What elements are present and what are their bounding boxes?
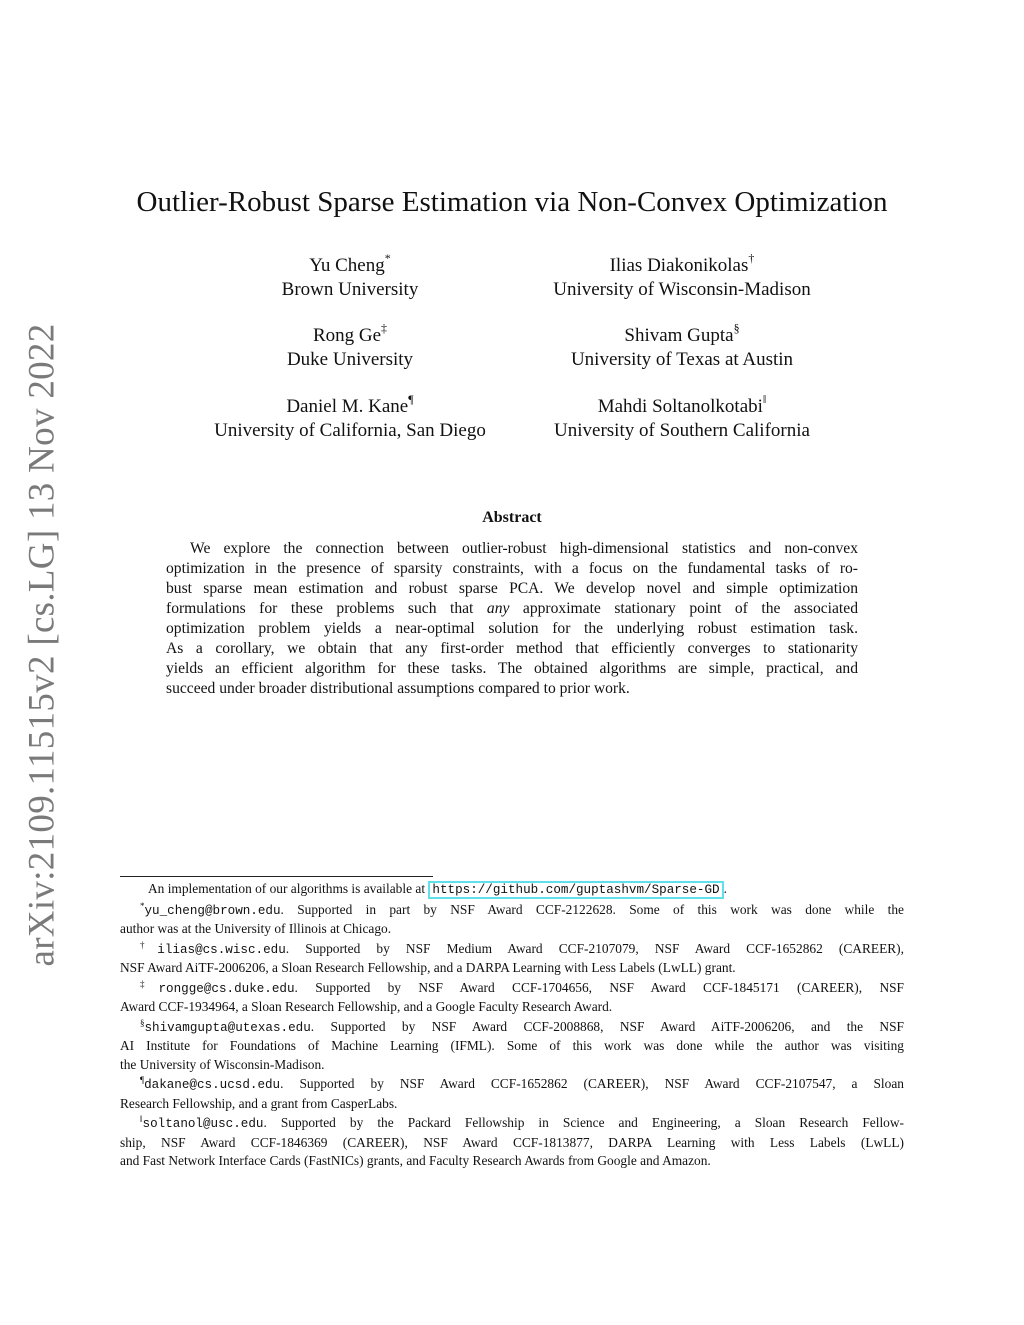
author-affiliation: Duke University — [286, 349, 414, 370]
footnote-line: AI Institute for Foundations of Machine Learning (IFML). Some of this work was done while the author was visiting — [120, 1038, 904, 1053]
footnote-rule — [120, 876, 433, 877]
footnote-mark: § — [140, 1017, 145, 1028]
footnote-line: author was at the University of Illinois at Chicago. — [120, 921, 392, 936]
author-mark: ‡ — [381, 320, 388, 335]
email-link[interactable]: ilias@cs.wisc.edu — [157, 942, 286, 957]
email-link[interactable]: dakane@cs.ucsd.edu — [144, 1078, 281, 1092]
footnote-line: the University of Wisconsin-Madison. — [120, 1056, 325, 1072]
abstract-line: optimization problem yields a near-optimal solution for the underlying robust estimation task. — [166, 620, 858, 637]
email-link[interactable]: shivamgupta@utexas.edu — [144, 1020, 311, 1035]
footnote-mark: ‡ — [140, 978, 159, 989]
footnote-line: §shivamgupta@utexas.edu. Supported by NSF Award CCF-2008868, NSF Award AiTF-2006206, and the NSF — [140, 1017, 904, 1035]
footnote-kane — [120, 1075, 904, 1113]
author-name: Shivam Gupta§ — [624, 320, 740, 346]
author-affiliation: Brown University — [281, 279, 419, 300]
author-block-cheng — [200, 250, 500, 302]
abstract-line: We explore the connection between outlier-robust high-dimensional statistics and non-convex — [190, 540, 858, 557]
github-link[interactable]: https://github.com/guptashvm/Sparse-GD — [428, 881, 723, 899]
author-affiliation: University of Texas at Austin — [570, 349, 794, 370]
author-block-diakonikolas — [532, 250, 832, 302]
footnotes — [120, 880, 904, 1172]
abstract-line: succeed under broader distributional assumptions compared to prior work. — [166, 680, 630, 697]
footnote-line: ship, NSF Award CCF-1846369 (CAREER), NSF Award CCF-1813877, DARPA Learning with Less Labels (LwLL) — [120, 1134, 904, 1150]
abstract-line: bust sparse mean estimation and robust sparse PCA. We develop novel and simple optimization — [166, 580, 858, 597]
footnote-implementation — [120, 880, 904, 900]
author-mark: ¶ — [408, 391, 414, 406]
author-name: Mahdi Soltanolkotabi‖ — [597, 391, 767, 417]
footnote-line: and Fast Network Interface Cards (FastNICs) grants, and Faculty Research Awards from Google and Amazon. — [120, 1153, 711, 1168]
abstract-line: yields an efficient algorithm for these tasks. The obtained algorithms are simple, practical, and — [166, 660, 858, 677]
footnote-mark: † — [140, 939, 158, 950]
footnote-line: ‡rongge@cs.duke.edu. Supported by NSF Award CCF-1704656, NSF Award CCF-1845171 (CAREER), NSF — [140, 978, 905, 996]
author-mark: † — [748, 250, 755, 265]
abstract-body — [166, 539, 858, 699]
footnote-mark: ‖ — [140, 1114, 143, 1124]
author-affiliation: University of Wisconsin-Madison — [553, 279, 811, 300]
author-block-kane — [190, 391, 510, 443]
author-mark: ‖ — [762, 391, 767, 406]
author-name: Daniel M. Kane¶ — [286, 391, 414, 417]
footnote-line: †ilias@cs.wisc.edu. Supported by NSF Medium Award CCF-2107079, NSF Award CCF-1652862 (CAREER), — [140, 939, 904, 957]
author-name: Ilias Diakonikolas† — [609, 250, 755, 276]
emphasis-any: any — [486, 600, 510, 617]
footnote-line: NSF Award AiTF-2006206, a Sloan Research Fellowship, and a DARPA Learning with Less Labels (LwLL) grant. — [120, 960, 736, 975]
abstract-line: formulations for these problems such that any approximate stationary point of the associated — [166, 600, 858, 617]
footnote-mark: * — [140, 900, 145, 911]
author-block-soltanolkotabi — [522, 391, 842, 443]
author-affiliation: University of California, San Diego — [214, 420, 486, 441]
abstract-heading: Abstract — [482, 509, 542, 526]
footnote-line: Award CCF-1934964, a Sloan Research Fellowship, and a Google Faculty Research Award. — [120, 999, 613, 1014]
footnote-line: ‖soltanol@usc.edu. Supported by the Packard Fellowship in Science and Engineering, a Sloan Research Fellow- — [140, 1114, 904, 1131]
author-name: Rong Ge‡ — [312, 320, 388, 346]
footnote-cheng — [120, 901, 904, 939]
paper-title: Outlier-Robust Sparse Estimation via Non-Convex Optimization — [136, 186, 888, 218]
author-mark: § — [733, 320, 740, 335]
footnote-gupta — [120, 1018, 904, 1075]
footnote-ge — [120, 979, 904, 1017]
abstract-line: As a corollary, we obtain that any first-order method that efficiently converges to stationarity — [166, 640, 858, 657]
author-block-gupta — [532, 320, 832, 372]
email-link[interactable]: soltanol@usc.edu — [142, 1117, 264, 1131]
email-link[interactable]: yu_cheng@brown.edu — [144, 903, 281, 918]
footnote-line: *yu_cheng@brown.edu. Supported in part by NSF Award CCF-2122628. Some of this work was done while the — [140, 900, 904, 918]
author-name: Yu Cheng* — [309, 250, 391, 276]
abstract-line: optimization in the presence of sparsity constraints, with a focus on the fundamental tasks of ro- — [166, 560, 858, 577]
footnote-line: ¶dakane@cs.ucsd.edu. Supported by NSF Award CCF-1652862 (CAREER), NSF Award CCF-2107547, a Sloan — [140, 1075, 904, 1092]
arxiv-identifier: arXiv:2109.11515v2 [cs.LG] 13 Nov 2022 — [21, 323, 63, 967]
author-mark: * — [384, 250, 391, 265]
email-link[interactable]: rongge@cs.duke.edu — [158, 981, 295, 996]
footnote-line: Research Fellowship, and a grant from CasperLabs. — [120, 1095, 398, 1111]
author-affiliation: University of Southern California — [554, 420, 810, 441]
footnote-soltanolkotabi — [120, 1114, 904, 1171]
footnote-diakonikolas — [120, 940, 904, 978]
footnote-mark: ¶ — [140, 1075, 145, 1085]
footnote-line: An implementation of our algorithms is available at https://github.com/guptashvm/Sparse-GD . — [148, 881, 727, 897]
author-block-ge — [200, 320, 500, 372]
